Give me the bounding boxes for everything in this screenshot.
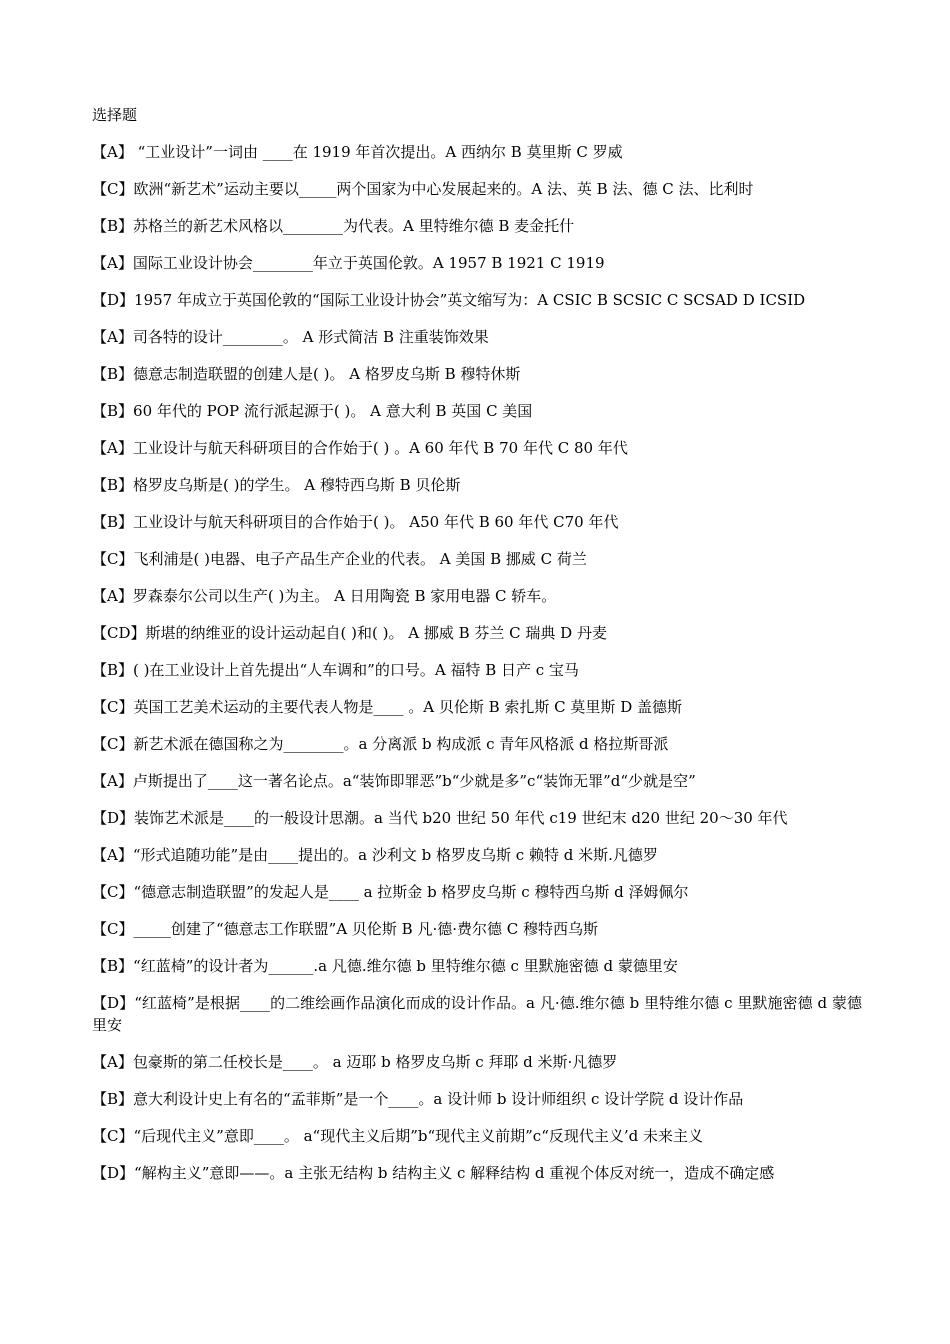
question-item: 【A】工业设计与航天科研项目的合作始于( ) 。A 60 年代 B 70 年代 C 80 年代 <box>92 439 628 457</box>
question-item: 【B】“红蓝椅”的设计者为______.a 凡德.维尔德 b 里特维尔德 c 里默施密德 d 蒙德里安 <box>92 957 678 975</box>
question-item: 【C】_____创建了“德意志工作联盟”A 贝伦斯 B 凡·德·费尔德 C 穆特西乌斯 <box>92 920 599 938</box>
question-item: 【CD】斯堪的纳维亚的设计运动起自( )和( )。 A 挪威 B 芬兰 C 瑞典 D 丹麦 <box>92 624 607 642</box>
question-item: 【B】格罗皮乌斯是( )的学生。 A 穆特西乌斯 B 贝伦斯 <box>92 476 461 494</box>
question-item: 【D】“解构主义”意即——。a 主张无结构 b 结构主义 c 解释结构 d 重视个体反对统一，造成不确定感 <box>92 1164 775 1182</box>
question-item: 【A】卢斯提出了____这一著名论点。a“装饰即罪恶”b“少就是多”c“装饰无罪”d“少就是空” <box>92 772 696 790</box>
question-item: 【C】欧洲“新艺术”运动主要以_____两个国家为中心发展起来的。A 法、英 B 法、德 C 法、比利时 <box>92 180 754 198</box>
question-item: 【D】装饰艺术派是____的一般设计思潮。a 当代 b20 世纪 50 年代 c19 世纪末 d20 世纪 20～30 年代 <box>92 809 788 827</box>
question-item: 【B】( )在工业设计上首先提出“人车调和”的口号。A 福特 B 日产 c 宝马 <box>92 661 579 679</box>
question-item: 【B】意大利设计史上有名的“孟菲斯”是一个____。a 设计师 b 设计师组织 c 设计学院 d 设计作品 <box>92 1090 744 1108</box>
question-item: 【C】“德意志制造联盟”的发起人是____ a 拉斯金 b 格罗皮乌斯 c 穆特西乌斯 d 泽姆佩尔 <box>92 883 689 901</box>
question-item: 【B】苏格兰的新艺术风格以________为代表。A 里特维尔德 B 麦金托什 <box>92 217 575 235</box>
question-item: 【D】1957 年成立于英国伦敦的“国际工业设计协会”英文缩写为：A CSIC B SCSIC C SCSAD D ICSID <box>92 291 806 309</box>
question-item: 【A】 “工业设计”一词由 ____在 1919 年首次提出。A 西纳尔 B 莫里斯 C 罗威 <box>92 143 623 161</box>
question-item: 【C】英国工艺美术运动的主要代表人物是____ 。A 贝伦斯 B 索扎斯 C 莫里斯 D 盖德斯 <box>92 698 682 716</box>
question-item: 【A】包豪斯的第二任校长是____。 a 迈耶 b 格罗皮乌斯 c 拜耶 d 米斯·凡德罗 <box>92 1053 618 1071</box>
document-page <box>92 104 862 1199</box>
question-item: 【D】“红蓝椅”是根据____的二维绘画作品演化而成的设计作品。a 凡·德.维尔德 b 里特维尔德 c 里默施密德 d 蒙德里安 <box>92 994 862 1034</box>
question-item: 【C】新艺术派在德国称之为________。a 分离派 b 构成派 c 青年风格派 d 格拉斯哥派 <box>92 735 669 753</box>
question-item: 【A】司各特的设计________。 A 形式简洁 B 注重装饰效果 <box>92 328 489 346</box>
question-item: 【B】工业设计与航天科研项目的合作始于( )。 A50 年代 B 60 年代 C70 年代 <box>92 513 619 531</box>
question-item: 【A】罗森泰尔公司以生产( )为主。 A 日用陶瓷 B 家用电器 C 轿车。 <box>92 587 557 605</box>
section-heading: 选择题 <box>92 106 138 124</box>
question-item: 【A】国际工业设计协会________年立于英国伦敦。A 1957 B 1921 C 1919 <box>92 254 605 272</box>
question-item: 【C】“后现代主义”意即____。 a“现代主义后期”b“现代主义前期”c“反现代主义’d 未来主义 <box>92 1127 704 1145</box>
question-item: 【A】“形式追随功能”是由____提出的。a 沙利文 b 格罗皮乌斯 c 赖特 d 米斯.凡德罗 <box>92 846 658 864</box>
question-item: 【B】60 年代的 POP 流行派起源于( )。 A 意大利 B 英国 C 美国 <box>92 402 533 420</box>
question-item: 【B】德意志制造联盟的创建人是( )。 A 格罗皮乌斯 B 穆特休斯 <box>92 365 521 383</box>
question-item: 【C】飞利浦是( )电器、电子产品生产企业的代表。 A 美国 B 挪威 C 荷兰 <box>92 550 587 568</box>
